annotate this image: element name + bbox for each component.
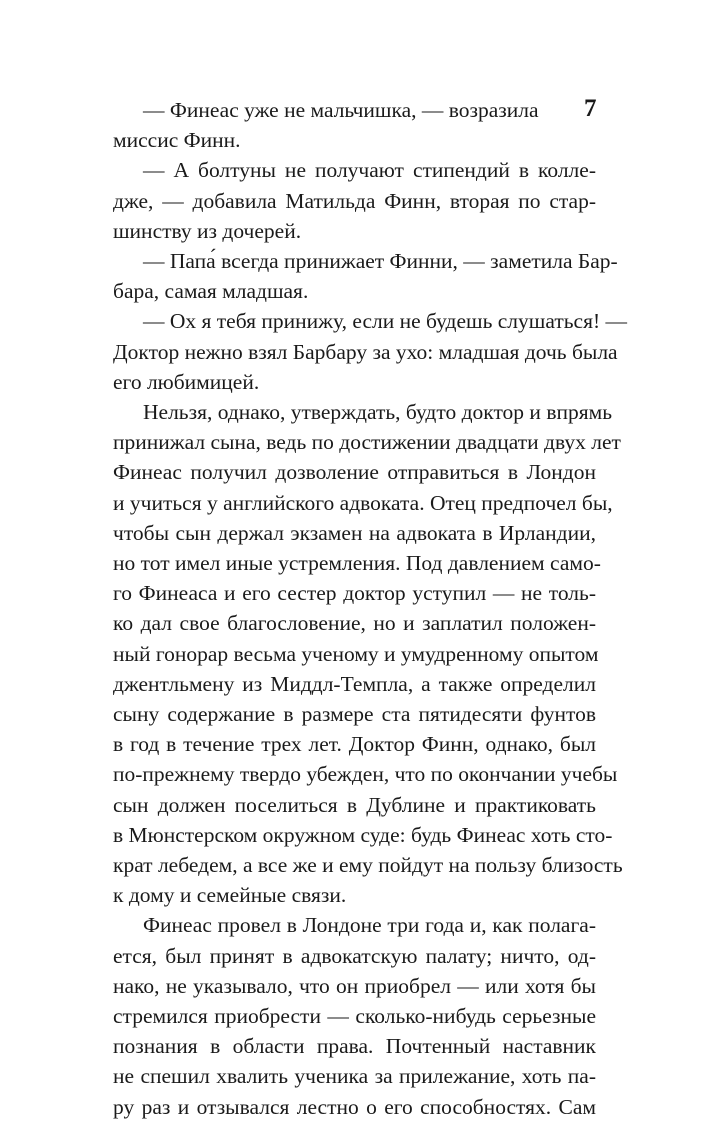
text-line: сыну содержание в размере ста пятидесяти фунтов [113,702,596,726]
text-line: в Мюнстерском окружном суде: будь Финеас хоть сто- [113,822,613,847]
text-line: по-прежнему твердо убежден, что по окончании учебы [113,762,618,787]
text-line: бара, самая младшая. [113,279,309,304]
text-line: ко дал свое благословение, но и заплатил положен- [113,611,596,636]
text-line: Нельзя, однако, утверждать, будто доктор и впрямь [143,400,613,424]
text-line: принижал сына, ведь по достижении двадцати двух лет [113,430,621,455]
text-line: ный гонорар весьма ученому и умудренному опытом [113,641,599,666]
text-line: не спешил хвалить ученика за прилежание, хоть па- [113,1064,596,1089]
text-line: познания в области права. Почтенный наставник [113,1034,596,1059]
text-line: но тот имел иные устремления. Под давлением само- [113,551,601,575]
text-line: миссис Финн. [113,128,241,153]
text-line: его любимицей. [113,369,260,394]
text-line: Финеас получил дозволение отправиться в Лондон [113,460,596,485]
text-line: го Финеаса и его сестер доктор уступил — не толь- [113,581,596,606]
text-line: в год в течение трех лет. Доктор Финн, однако, был [113,732,596,757]
text-line: шинству из дочерей. [113,218,302,243]
text-line: сын должен поселиться в Дублине и практиковать [113,792,596,817]
text-line: — Папа́ всегда принижает Финни, — заметила Бар- [143,249,618,273]
text-line: Доктор нежно взял Барбару за ухо: младшая дочь была [113,339,618,364]
text-line: нако, не указывало, что он приобрел — или хотя бы [113,973,596,998]
text-line: — А болтуны не получают стипендий в колле- [143,158,596,183]
text-line: ру раз и отзывался лестно о его способностях. Сам [113,1094,596,1119]
text-line: — Финеас уже не мальчишка, — возразила [143,98,539,122]
text-line: дже, — добавила Матильда Финн, вторая по стар- [113,188,596,213]
text-line: Финеас провел в Лондоне три года и, как полага- [143,913,596,938]
text-line: чтобы сын держал экзамен на адвоката в Ирландии, [113,520,596,545]
text-line: джентльмену из Миддл-Темпла, а также определил [113,671,596,696]
text-line: к дому и семейные связи. [113,883,347,908]
text-line: и учиться у английского адвоката. Отец предпочел бы, [113,490,613,515]
text-line: стремился приобрести — сколько-нибудь серьезные [113,1004,596,1028]
text-line: крат лебедем, а все же и ему пойдут на пользу близость [113,853,623,877]
text-line: ется, был принят в адвокатскую палату; ничто, од- [113,943,596,968]
text-line: — Ох я тебя принижу, если не будешь слушаться! — [143,309,627,334]
page-number: 7 [584,95,597,122]
